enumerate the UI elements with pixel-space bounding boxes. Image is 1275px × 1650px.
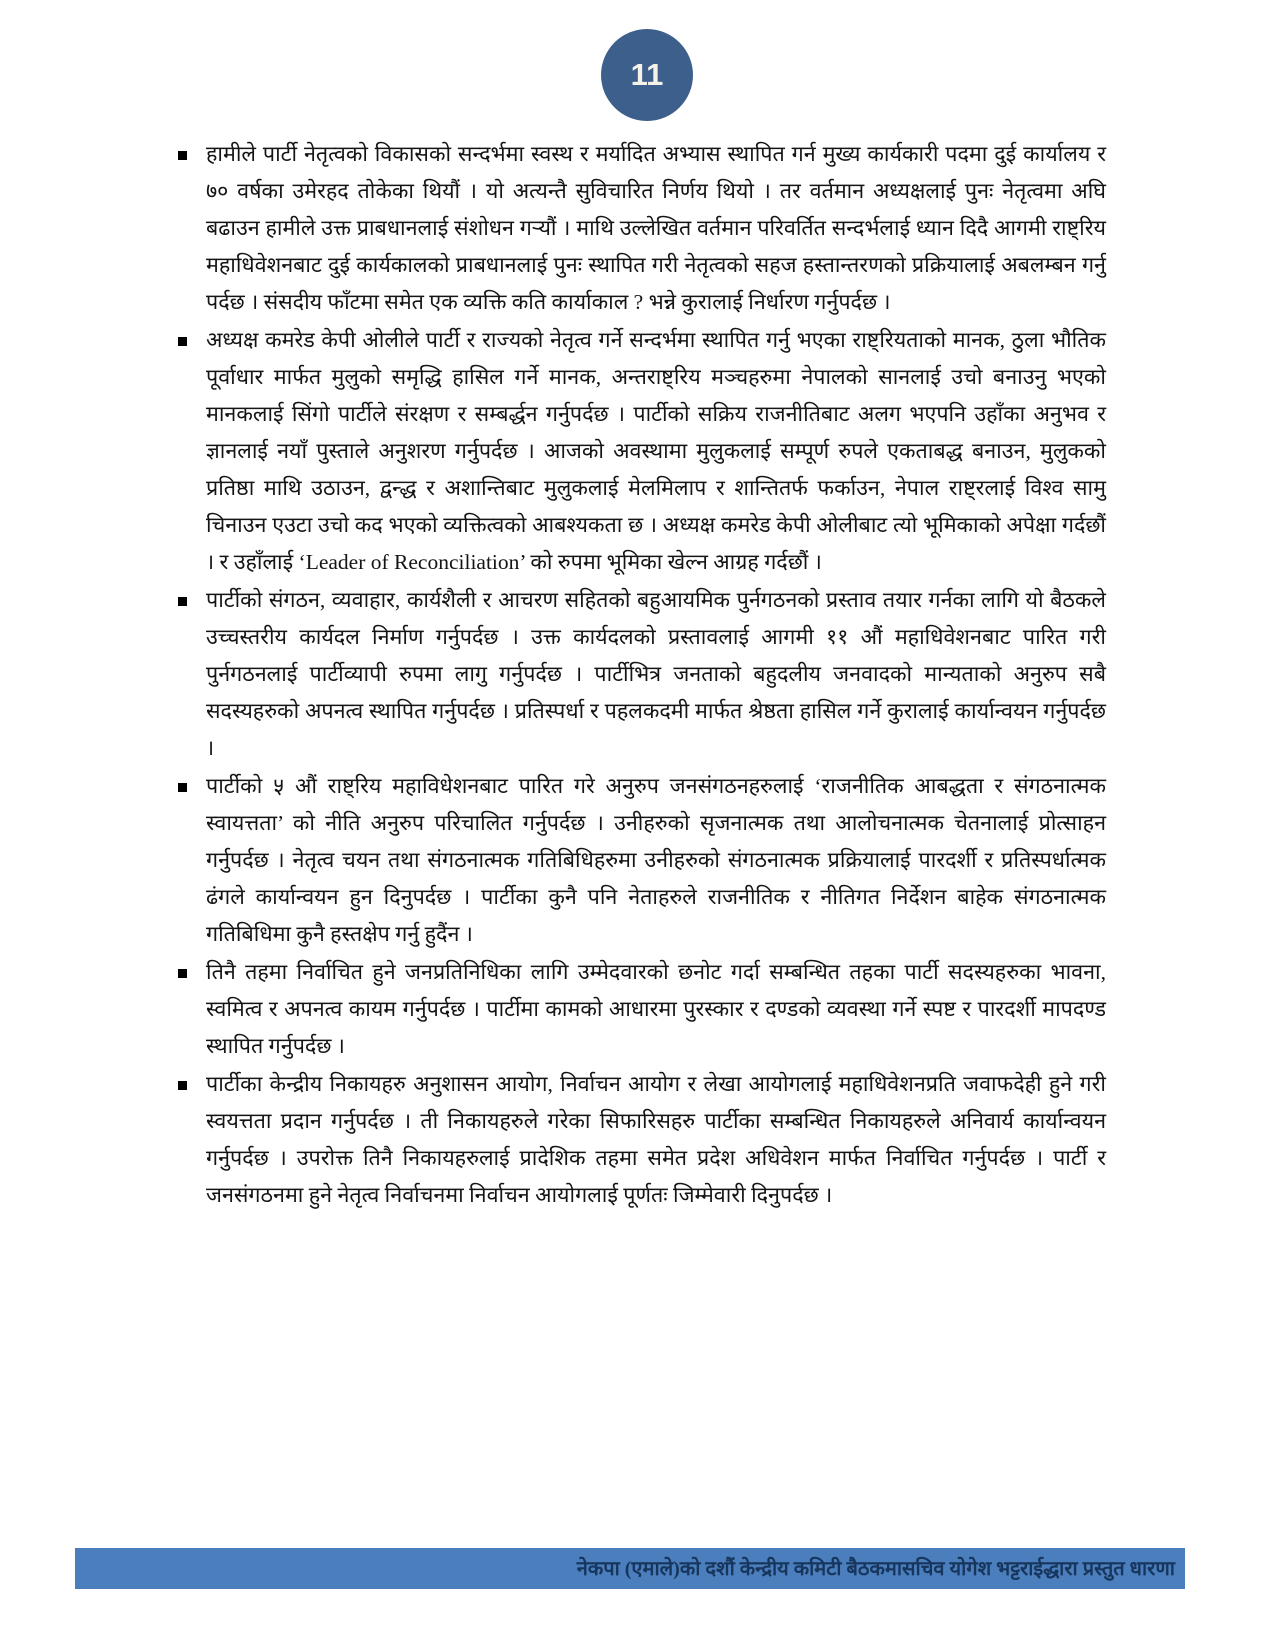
footer-text: नेकपा (एमाले)को दशौं केन्द्रीय कमिटी बैठकमासचिव योगेश भट्टराईद्धारा प्रस्तुत धारणा <box>576 1557 1175 1580</box>
bullet-square-icon <box>178 337 187 346</box>
bullet-square-icon <box>178 151 187 160</box>
bullet-square-icon <box>178 969 187 978</box>
bullet-square-icon <box>178 1081 187 1090</box>
page-number-badge <box>601 29 693 121</box>
list-item <box>178 322 1106 581</box>
list-item <box>178 582 1106 767</box>
bullet-text: पार्टीको ५ औं राष्ट्रिय महाविधेशनबाट पारित गरे अनुरुप जनसंगठनहरुलाई ‘राजनीतिक आबद्धता र संगठनात्मक स्वायत्तता’ को नीति अनुरुप परिचालित गर्नुपर्दछ । उनीहरुको सृजनात्मक तथा आलोचनात्मक चेतनालाई प्रोत्साहन गर्नुपर्दछ । नेतृत्व चयन तथा संगठनात्मक गतिबिधिहरुमा उनीहरुको संगठनात्मक प्रक्रियालाई पारदर्शी र प्रतिस्पर्धात्मक ढंगले कार्यान्वयन हुन दिनुपर्दछ । पार्टीका कुनै पनि नेताहरुले राजनीतिक र नीतिगत निर्देशन बाहेक संगठनात्मक गतिबिधिमा कुनै हस्तक्षेप गर्नु हुदैंन । <box>206 774 1106 946</box>
list-item <box>178 768 1106 953</box>
bullet-text: तिनै तहमा निर्वाचित हुने जनप्रतिनिधिका लागि उम्मेदवारको छनोट गर्दा सम्बन्धित तहका पार्टी सदस्यहरुका भावना, स्वमित्व र अपनत्व कायम गर्नुपर्दछ । पार्टीमा कामको आधारमा पुरस्कार र दण्डको व्यवस्था गर्ने स्पष्ट र पारदर्शी मापदण्ड स्थापित गर्नुपर्दछ । <box>206 960 1106 1058</box>
bullet-square-icon <box>178 783 187 792</box>
footer-bar <box>75 1548 1185 1589</box>
list-item <box>178 954 1106 1065</box>
page-content <box>178 136 1106 1215</box>
bullet-text: पार्टीका केन्द्रीय निकायहरु अनुशासन आयोग, निर्वाचन आयोग र लेखा आयोगलाई महाधिवेशनप्रति जवाफदेही हुने गरी स्वयत्तता प्रदान गर्नुपर्दछ । ती निकायहरुले गरेका सिफारिसहरु पार्टीका सम्बन्धित निकायहरुले अनिवार्य कार्यान्वयन गर्नुपर्दछ । उपरोक्त तिनै निकायहरुलाई प्रादेशिक तहमा समेत प्रदेश अधिवेशन मार्फत निर्वाचित गर्नुपर्दछ । पार्टी र जनसंगठनमा हुने नेतृत्व निर्वाचनमा निर्वाचन आयोगलाई पूर्णतः जिम्मेवारी दिनुपर्दछ । <box>206 1072 1106 1207</box>
list-item <box>178 1066 1106 1214</box>
bullet-text: अध्यक्ष कमरेड केपी ओलीले पार्टी र राज्यको नेतृत्व गर्ने सन्दर्भमा स्थापित गर्नु भएका राष्ट्रियताको मानक, ठुला भौतिक पूर्वाधार मार्फत मुलुको समृद्धि हासिल गर्ने मानक, अन्तराष्ट्रिय मञ्चहरुमा नेपालको सानलाई उचो बनाउनु भएको मानकलाई सिंगो पार्टीले संरक्षण र सम्बर्द्धन गर्नुपर्दछ । पार्टीको सक्रिय राजनीतिबाट अलग भएपनि उहाँका अनुभव र ज्ञानलाई नयाँ पुस्ताले अनुशरण गर्नुपर्दछ । आजको अवस्थामा मुलुकलाई सम्पूर्ण रुपले एकताबद्ध बनाउन, मुलुकको प्रतिष्ठा माथि उठाउन, द्वन्द्ध र अशान्तिबाट मुलुकलाई मेलमिलाप र शान्तितर्फ फर्काउन, नेपाल राष्ट्रलाई विश्व सामु चिनाउन एउटा उचो कद भएको व्यक्तित्वको आबश्यकता छ । अध्यक्ष कमरेड केपी ओलीबाट त्यो भूमिकाको अपेक्षा गर्दछौं । र उहाँलाई ‘Leader of Reconciliation’ को रुपमा भूमिका खेल्न आग्रह गर्दछौं । <box>206 328 1106 574</box>
list-item <box>178 136 1106 321</box>
bullet-text: पार्टीको संगठन, व्यवाहार, कार्यशैली र आचरण सहितको बहुआयमिक पुर्नगठनको प्रस्ताव तयार गर्नका लागि यो बैठकले उच्चस्तरीय कार्यदल निर्माण गर्नुपर्दछ । उक्त कार्यदलको प्रस्तावलाई आगमी ११ औं महाधिवेशनबाट पारित गरी पुर्नगठनलाई पार्टीव्यापी रुपमा लागु गर्नुपर्दछ । पार्टीभित्र जनताको बहुदलीय जनवादको मान्यताको अनुरुप सबै सदस्यहरुको अपनत्व स्थापित गर्नुपर्दछ । प्रतिस्पर्धा र पहलकदमी मार्फत श्रेष्ठता हासिल गर्ने कुरालाई कार्यान्वयन गर्नुपर्दछ । <box>206 588 1106 760</box>
bullet-square-icon <box>178 597 187 606</box>
bullet-text: हामीले पार्टी नेतृत्वको विकासको सन्दर्भमा स्वस्थ र मर्यादित अभ्यास स्थापित गर्न मुख्य कार्यकारी पदमा दुई कार्यालय र ७० वर्षका उमेरहद तोकेका थियौं । यो अत्यन्तै सुविचारित निर्णय थियो । तर वर्तमान अध्यक्षलाई पुनः नेतृत्वमा अघि बढाउन हामीले उक्त प्राबधानलाई संशोधन गर्‍यौं । माथि उल्लेखित वर्तमान परिवर्तित सन्दर्भलाई ध्यान दिदै आगमी राष्ट्रिय महाधिवेशनबाट दुई कार्यकालको प्राबधानलाई पुनः स्थापित गरी नेतृत्वको सहज हस्तान्तरणको प्रक्रियालाई अबलम्बन गर्नु पर्दछ । संसदीय फाँटमा समेत एक व्यक्ति कति कार्याकाल ? भन्ने कुरालाई निर्धारण गर्नुपर्दछ । <box>206 142 1106 314</box>
bullet-list <box>178 136 1106 1214</box>
page-number: 11 <box>630 57 664 92</box>
